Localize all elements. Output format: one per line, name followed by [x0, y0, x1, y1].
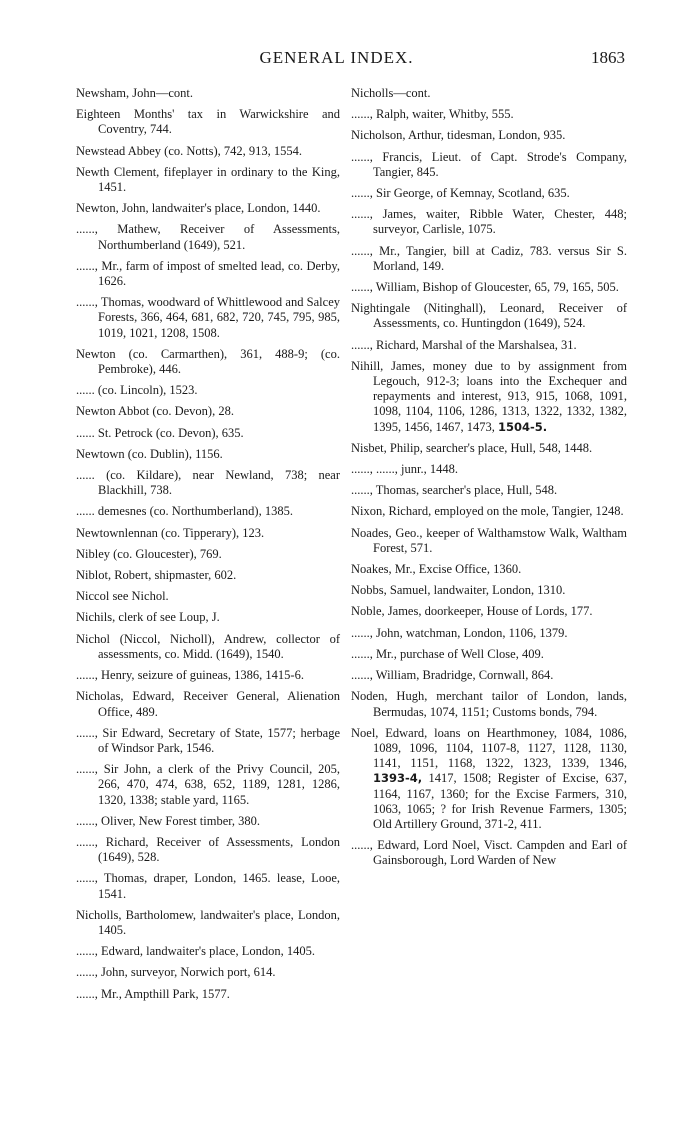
entry-text: Newth Clement, fifeplayer in ordinary to the King, 1451.	[76, 164, 340, 195]
entry-text: Newstead Abbey (co. Notts), 742, 913, 1554.	[76, 143, 303, 158]
entry-text: ......, John, surveyor, Norwich port, 614.	[76, 965, 276, 980]
entry-text: Niccol see Nichol.	[76, 589, 169, 604]
entry-text: ......, Mr., purchase of Well Close, 409.	[351, 646, 544, 661]
index-entry	[351, 301, 627, 331]
index-entry	[351, 150, 627, 180]
entry-text: Newton, John, landwaiter's place, London, 1440.	[76, 201, 321, 216]
index-entry	[351, 562, 627, 577]
entry-text: ......, James, waiter, Ribble Water, Chester, 448; surveyor, Carlisle, 1075.	[351, 207, 627, 237]
entry-text: Niblot, Robert, shipmaster, 602.	[76, 568, 237, 583]
entry-text: ......, Francis, Lieut. of Capt. Strode's Company, Tangier, 845.	[351, 149, 627, 179]
entry-text: Newton Abbot (co. Devon), 28.	[76, 404, 234, 419]
index-entry	[351, 338, 627, 353]
index-entry	[76, 689, 340, 719]
index-entry	[351, 483, 627, 498]
index-entry	[76, 144, 340, 159]
index-entry	[351, 244, 627, 274]
entry-text: Newtown (co. Dublin), 1156.	[76, 446, 223, 461]
index-entry	[351, 726, 627, 832]
index-entry	[76, 404, 340, 419]
entry-text: Nichils, clerk of see Loup, J.	[76, 610, 220, 625]
entry-text: ......, Oliver, New Forest timber, 380.	[76, 813, 261, 828]
entry-text: Nibley (co. Gloucester), 769.	[76, 546, 222, 561]
index-entry	[76, 426, 340, 441]
index-entry	[351, 668, 627, 683]
index-entry	[351, 526, 627, 556]
index-entry	[76, 347, 340, 377]
entry-text: Nichol (Niccol, Nicholl), Andrew, collector of assessments, co. Midd. (1649), 1540.	[76, 631, 340, 661]
index-entry	[76, 259, 340, 289]
entry-text-continued: 1417, 1508; Register of Excise, 637, 1164, 1167, 1360; for the Excise Farmers, 310, 1063, 1065; ? for Irish Revenue Farmers, 1305; Old Artillery Ground, 371-2, 411.	[373, 771, 627, 831]
entry-text: Newtownlennan (co. Tipperary), 123.	[76, 525, 265, 540]
index-entry	[351, 838, 627, 868]
index-entry	[351, 186, 627, 201]
entry-text: Nobbs, Samuel, landwaiter, London, 1310.	[351, 583, 566, 598]
right-column	[351, 86, 627, 875]
index-entry	[351, 207, 627, 237]
entry-text: ......, Mathew, Receiver of Assessments, Northumberland (1649), 521.	[76, 222, 340, 252]
entry-text: Noakes, Mr., Excise Office, 1360.	[351, 562, 522, 577]
index-entry	[351, 604, 627, 619]
index-entry	[76, 547, 340, 562]
index-entry	[76, 295, 340, 341]
entry-text: Nightingale (Nitinghall), Leonard, Receiver of Assessments, co. Huntingdon (1649), 524.	[351, 301, 627, 331]
index-entry	[76, 987, 340, 1002]
index-entry	[76, 944, 340, 959]
index-entry	[76, 610, 340, 625]
index-entry	[76, 568, 340, 583]
index-entry	[76, 965, 340, 980]
index-entry	[351, 626, 627, 641]
index-entry	[351, 107, 627, 122]
entry-text: Noble, James, doorkeeper, House of Lords, 177.	[351, 604, 593, 619]
index-entry	[76, 762, 340, 808]
entry-bold-reference: 1504-5.	[498, 419, 548, 434]
index-entry	[76, 468, 340, 498]
index-entry	[351, 86, 627, 101]
entry-text: ...... St. Petrock (co. Devon), 635.	[76, 425, 244, 440]
entry-text: Nicholson, Arthur, tidesman, London, 935.	[351, 128, 566, 143]
index-entry	[351, 689, 627, 719]
entry-text: ......, Thomas, draper, London, 1465. lease, Looe, 1541.	[76, 871, 340, 901]
index-entry	[76, 165, 340, 195]
entry-text: ......, Richard, Marshal of the Marshalsea, 31.	[351, 337, 577, 352]
entry-text: ...... (co. Kildare), near Newland, 738; near Blackhill, 738.	[76, 468, 340, 498]
index-entry	[76, 668, 340, 683]
entry-text: ......, Sir George, of Kemnay, Scotland, 635.	[351, 186, 570, 201]
index-entry	[76, 222, 340, 252]
entry-bold-reference: 1393-4,	[373, 771, 423, 786]
entry-text: Nihill, James, money due to by assignment from Legouch, 912-3; loans into the Exchequer and repayments and interest, 913, 915, 1068, 1091, 1098, 1104, 1106, 1286, 1313, 1322, 1332, 1382, 1395, 1456, 1467, 1473,	[351, 358, 627, 434]
page-number: 1863	[591, 48, 625, 67]
index-entry	[351, 441, 627, 456]
index-entry	[76, 632, 340, 662]
index-entry	[76, 908, 340, 938]
entry-text: ...... (co. Lincoln), 1523.	[76, 383, 198, 398]
index-entry	[351, 128, 627, 143]
entry-text: ......, Sir John, a clerk of the Privy Council, 205, 266, 470, 474, 638, 652, 1189, 1281, 1286, 1320, 1338; stable yard, 1165.	[76, 762, 340, 807]
index-entry	[76, 201, 340, 216]
index-entry	[351, 504, 627, 519]
entry-text: ......, Edward, landwaiter's place, London, 1405.	[76, 944, 315, 959]
index-entry	[351, 462, 627, 477]
entry-text: ......, Henry, seizure of guineas, 1386, 1415-6.	[76, 668, 304, 683]
entry-text: Newton (co. Carmarthen), 361, 488-9; (co. Pembroke), 446.	[76, 346, 340, 377]
entry-text: ...... demesnes (co. Northumberland), 1385.	[76, 504, 293, 519]
entry-text: ......, Richard, Receiver of Assessments, London (1649), 528.	[76, 834, 340, 865]
entry-text: ......, Thomas, woodward of Whittlewood and Salcey Forests, 366, 464, 681, 682, 720, 745, 795, 985, 1019, 1021, 1208, 1508.	[76, 295, 340, 340]
entry-text: ......, John, watchman, London, 1106, 1379.	[351, 625, 568, 640]
index-entry	[351, 647, 627, 662]
entry-text: Noades, Geo., keeper of Walthamstow Walk, Waltham Forest, 571.	[351, 525, 627, 555]
entry-text: ......, Edward, Lord Noel, Visct. Campden and Earl of Gainsborough, Lord Warden of New	[351, 838, 627, 868]
entry-text: ......, Sir Edward, Secretary of State, 1577; herbage of Windsor Park, 1546.	[76, 725, 340, 755]
index-entry	[76, 726, 340, 756]
entry-text: Nicholls—cont.	[351, 86, 431, 100]
index-entry	[76, 86, 340, 101]
entry-text: ......, Mr., farm of impost of smelted lead, co. Derby, 1626.	[76, 258, 340, 289]
index-entry	[351, 359, 627, 435]
index-entry	[76, 383, 340, 398]
entry-text: Noel, Edward, loans on Hearthmoney, 1084, 1086, 1089, 1096, 1104, 1107-8, 1127, 1128, 1130, 1141, 1151, 1168, 1322, 1323, 1339, 1346,	[351, 725, 627, 771]
entry-text: Nixon, Richard, employed on the mole, Tangier, 1248.	[351, 504, 624, 519]
index-entry	[76, 447, 340, 462]
entry-text: Eighteen Months' tax in Warwickshire and Coventry, 744.	[76, 107, 340, 137]
entry-text: ......, ......, junr., 1448.	[351, 462, 458, 477]
index-entry	[76, 504, 340, 519]
index-entry	[76, 871, 340, 901]
index-entry	[76, 814, 340, 829]
index-entry	[76, 835, 340, 865]
page-title: GENERAL INDEX.	[259, 48, 414, 67]
index-entry	[351, 583, 627, 598]
entry-text: ......, Mr., Tangier, bill at Cadiz, 783. versus Sir S. Morland, 149.	[351, 243, 627, 273]
entry-text: Nicholas, Edward, Receiver General, Alienation Office, 489.	[76, 689, 340, 719]
entry-text: Nisbet, Philip, searcher's place, Hull, 548, 1448.	[351, 440, 593, 455]
entry-text: Nicholls, Bartholomew, landwaiter's place, London, 1405.	[76, 907, 340, 937]
index-entry	[76, 107, 340, 137]
index-entry	[76, 589, 340, 604]
entry-text: ......, William, Bradridge, Cornwall, 864.	[351, 668, 554, 683]
entry-text: ......, Mr., Ampthill Park, 1577.	[76, 986, 230, 1001]
left-column	[76, 86, 340, 1008]
entry-text: ......, Thomas, searcher's place, Hull, 548.	[351, 483, 558, 498]
index-entry	[351, 280, 627, 295]
entry-text: Noden, Hugh, merchant tailor of London, lands, Bermudas, 1074, 1151; Customs bonds, 794.	[351, 689, 627, 719]
index-entry	[76, 526, 340, 541]
entry-text: ......, William, Bishop of Gloucester, 65, 79, 165, 505.	[351, 280, 619, 295]
entry-text: Newsham, John—cont.	[76, 86, 193, 100]
entry-text: ......, Ralph, waiter, Whitby, 555.	[351, 107, 514, 122]
